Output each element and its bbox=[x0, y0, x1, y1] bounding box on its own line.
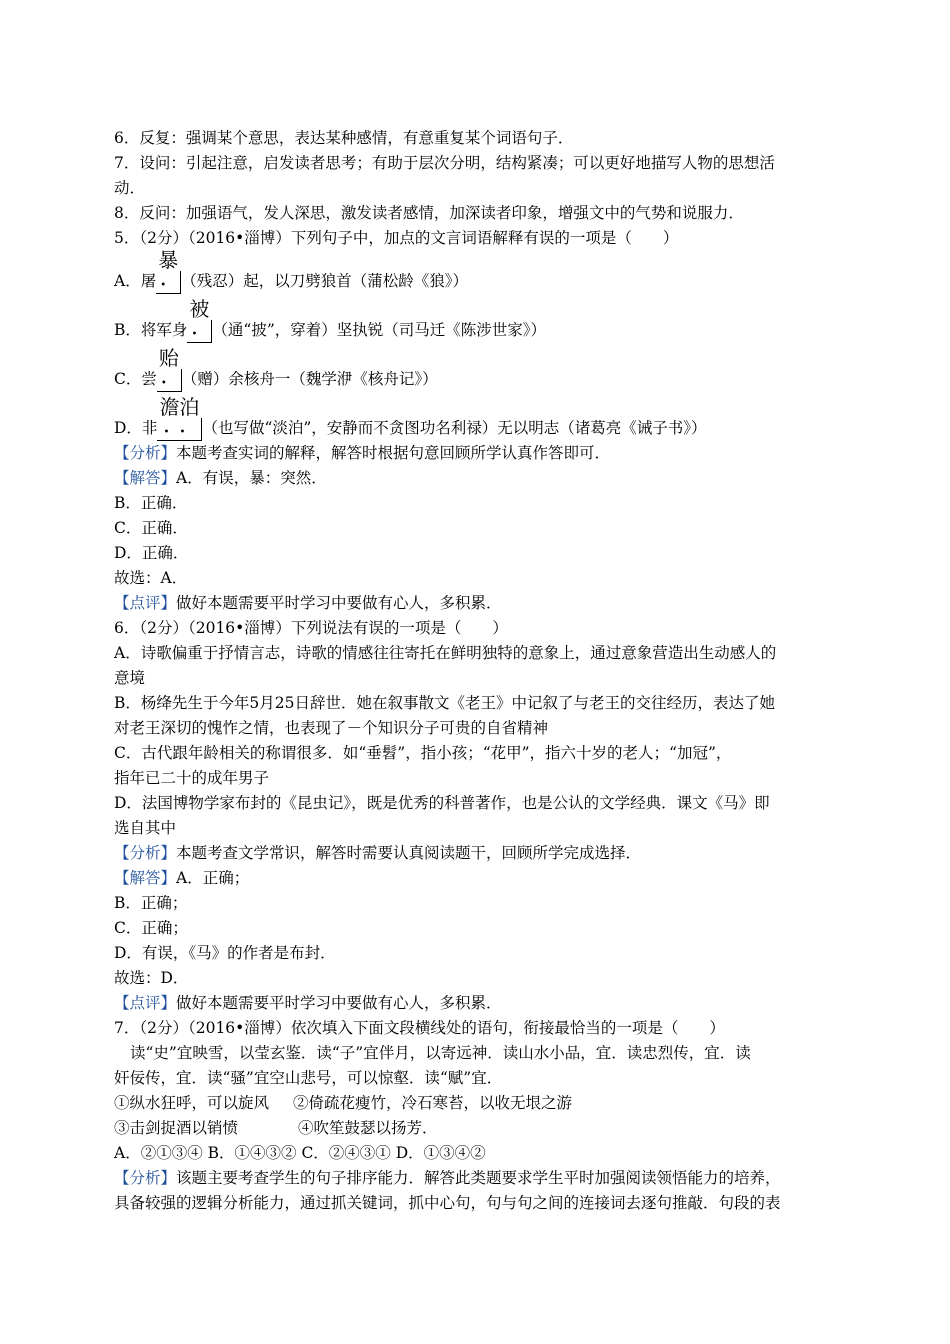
q5-option-b bbox=[114, 297, 844, 343]
emphasized-word: 被 bbox=[189, 297, 210, 321]
item-3: ③击剑捉酒以销愤 bbox=[114, 1119, 239, 1137]
emphasis-dots bbox=[157, 428, 201, 438]
question-5-stem: 5．（2分）（2016•淄博）下列句子中，加点的文言词语解释有误的一项是（ ） bbox=[114, 229, 679, 247]
text-line: 具备较强的逻辑分析能力，通过抓关键词，抓中心句，句与句之间的连接词去逐句推敲．句段的表 bbox=[114, 1194, 781, 1212]
text-line: 故选：A． bbox=[114, 569, 188, 587]
analysis-text: 本题考查实词的解释，解答时根据句意回顾所学认真作答即可． bbox=[176, 444, 611, 462]
analysis-text: 本题考查文学常识，解答时需要认真阅读题干，回顾所学完成选择． bbox=[176, 844, 642, 862]
text-line: C．正确． bbox=[114, 519, 188, 537]
emphasized-word-box bbox=[157, 395, 202, 441]
emphasis-dot: • bbox=[160, 378, 177, 389]
text-line: C．正确； bbox=[114, 919, 188, 937]
text-line: 指年已二十的成年男子 bbox=[114, 769, 270, 787]
analysis-tag: 【分析】 bbox=[114, 444, 177, 462]
q5-comment bbox=[114, 591, 844, 616]
option-prefix: C．尝 bbox=[114, 370, 157, 388]
q7-items-row bbox=[114, 1091, 844, 1116]
answer-text: A．正确； bbox=[176, 869, 250, 887]
item-4: ④吹笙鼓瑟以扬芳． bbox=[298, 1119, 438, 1137]
question-6-stem: 6．（2分）（2016•淄博）下列说法有误的一项是（ ） bbox=[114, 619, 508, 637]
q5-analysis bbox=[114, 441, 844, 466]
emphasis-dot: • bbox=[191, 329, 208, 340]
item-2: ②倚疏花瘦竹，冷石寒苔，以收无垠之游 bbox=[293, 1094, 573, 1112]
text-line: 故选：D． bbox=[114, 969, 189, 987]
option-text: （通“披”，穿着）坚执锐（司马迁《陈涉世家》） bbox=[212, 321, 547, 339]
text-line: 选自其中 bbox=[114, 819, 177, 837]
q7-analysis bbox=[114, 1166, 844, 1191]
emphasized-word: 澹泊 bbox=[159, 395, 200, 419]
document-page bbox=[114, 126, 844, 1216]
comment-text: 做好本题需要平时学习中要做有心人，多积累． bbox=[176, 994, 502, 1012]
analysis-tag: 【分析】 bbox=[114, 1169, 177, 1187]
comment-tag: 【点评】 bbox=[114, 594, 177, 612]
question-7-stem: 7．（2分）（2016•淄博）依次填入下面文段横线处的语句，衔接最恰当的一项是（ ） bbox=[114, 1019, 725, 1037]
option-prefix: A．屠 bbox=[114, 272, 157, 290]
option-prefix: D．非 bbox=[114, 419, 158, 437]
emphasis-dot: • bbox=[160, 280, 177, 291]
q5-option-a bbox=[114, 248, 844, 294]
option-prefix: B．将军身 bbox=[114, 321, 188, 339]
comment-tag: 【点评】 bbox=[114, 994, 177, 1012]
text-line: A．诗歌偏重于抒情言志，诗歌的情感往往寄托在鲜明独特的意象上，通过意象营造出生动感人的 bbox=[114, 644, 777, 662]
q5-option-c bbox=[114, 346, 844, 392]
text-line: 8．反问：加强语气，发人深思，激发读者感情，加深读者印象，增强文中的气势和说服力． bbox=[114, 204, 744, 222]
text-line: B．正确； bbox=[114, 894, 188, 912]
q7-choices: A．②①③④ B．①④③② C．②④③① D．①③④② bbox=[114, 1144, 486, 1162]
passage-line: 奸佞传，宜．读“骚”宜空山悲号，可以惊壑．读“赋”宜． bbox=[114, 1069, 503, 1087]
emphasis-dot: • bbox=[163, 427, 180, 438]
comment-text: 做好本题需要平时学习中要做有心人，多积累． bbox=[176, 594, 502, 612]
answer-tag: 【解答】 bbox=[114, 469, 177, 487]
answer-text: A．有误，暴：突然． bbox=[176, 469, 327, 487]
q5-option-d bbox=[114, 395, 844, 441]
emphasized-word: 暴 bbox=[158, 248, 179, 272]
passage-line: 读“史”宜映雪，以莹玄鉴．读“子”宜伴月，以寄远神．读山水小品，宜．读忠烈传，宜．读 bbox=[130, 1044, 751, 1062]
text-line: D．有误，《马》的作者是布封． bbox=[114, 944, 336, 962]
emphasis-dot: • bbox=[179, 427, 196, 438]
emphasized-word: 贻 bbox=[158, 346, 179, 370]
text-line: D．正确． bbox=[114, 544, 189, 562]
analysis-text: 该题主要考查学生的句子排序能力．解答此类题要求学生平时加强阅读领悟能力的培养， bbox=[176, 1169, 781, 1187]
q6-comment bbox=[114, 991, 844, 1016]
emphasized-word-box bbox=[156, 248, 181, 294]
text-line: B．杨绛先生于今年5月25日辞世．她在叙事散文《老王》中记叙了与老王的交往经历，表达了她 bbox=[114, 694, 775, 712]
item-1: ①纵水狂呼，可以旋风 bbox=[114, 1094, 270, 1112]
q6-answer bbox=[114, 866, 844, 891]
text-line: B．正确． bbox=[114, 494, 188, 512]
emphasized-word-box bbox=[187, 297, 212, 343]
text-line: 6．反复：强调某个意思，表达某种感情，有意重复某个词语句子． bbox=[114, 129, 574, 147]
analysis-tag: 【分析】 bbox=[114, 844, 177, 862]
q5-answer bbox=[114, 466, 844, 491]
text-line: 7．设问：引起注意，启发读者思考；有助于层次分明，结构紧凑；可以更好地描写人物的思想活 bbox=[114, 154, 775, 172]
q6-analysis bbox=[114, 841, 844, 866]
text-line: 意境 bbox=[114, 669, 146, 687]
text-line: D．法国博物学家布封的《昆虫记》，既是优秀的科普著作，也是公认的文学经典．课文《马》即 bbox=[114, 794, 770, 812]
q7-items-row bbox=[114, 1116, 844, 1141]
emphasized-word-box bbox=[157, 346, 182, 392]
text-line: 动． bbox=[114, 179, 146, 197]
option-text: （残忍）起，以刀劈狼首（蒲松龄《狼》） bbox=[181, 272, 468, 290]
text-line: C．古代跟年龄相关的称谓很多．如“垂髫”，指小孩；“花甲”，指六十岁的老人；“加冠”， bbox=[114, 744, 732, 762]
option-text: （赠）余核舟一（魏学洢《核舟记》） bbox=[181, 370, 438, 388]
text-line: 对老王深切的愧怍之情，也表现了－个知识分子可贵的自省精神 bbox=[114, 719, 549, 737]
option-text: （也写做“淡泊”，安静而不贪图功名利禄）无以明志（诸葛亮《诫子书》） bbox=[202, 419, 707, 437]
answer-tag: 【解答】 bbox=[114, 869, 177, 887]
